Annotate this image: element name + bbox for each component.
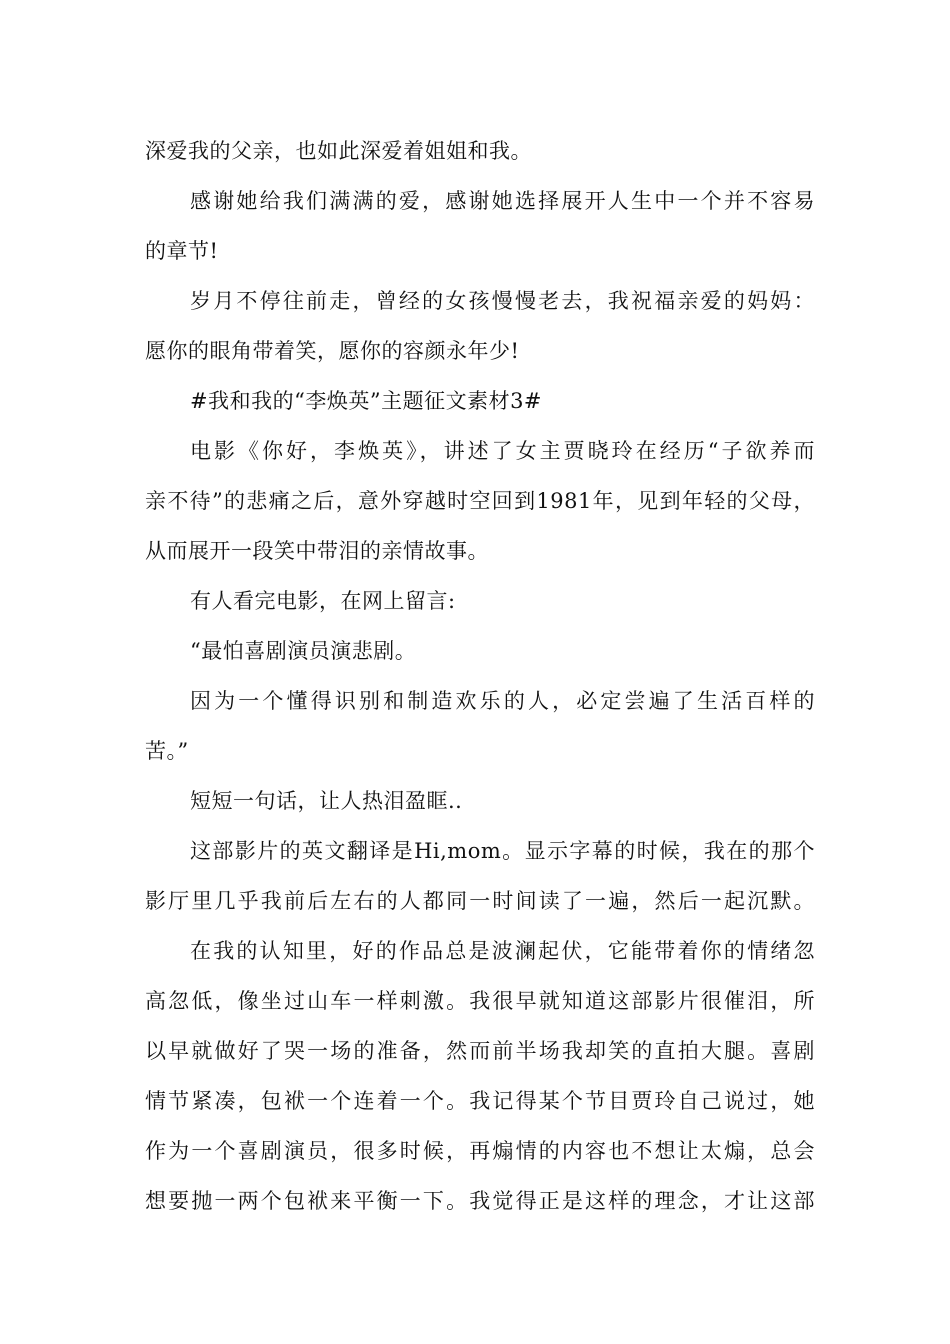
text-line: 作为一个喜剧演员，很多时候，再煽情的内容也不想让太煽，总会 xyxy=(145,1139,815,1163)
text-line: 有人看完电影，在网上留言: xyxy=(190,589,456,613)
quote-line: “最怕喜剧演员演悲剧。 xyxy=(190,639,417,663)
text-line: 以早就做好了哭一场的准备，然而前半场我却笑的直拍大腿。喜剧 xyxy=(145,1039,815,1063)
text-line: 深爱我的父亲，也如此深爱着姐姐和我。 xyxy=(145,139,532,163)
text-line: 岁月不停往前走，曾经的女孩慢慢老去，我祝福亲爱的妈妈： xyxy=(190,289,815,313)
text-line: 的章节! xyxy=(145,239,219,263)
text-line: 影厅里几乎我前后左右的人都同一时间读了一遍，然后一起沉默。 xyxy=(145,889,815,913)
text-line: 感谢她给我们满满的爱，感谢她选择展开人生中一个并不容易 xyxy=(190,189,815,213)
text-line: 这部影片的英文翻译是Hi,mom。显示字幕的时候，我在的那个 xyxy=(190,839,815,863)
text-line: 电影《你好，李焕英》，讲述了女主贾晓玲在经历“子欲养而 xyxy=(190,439,815,463)
text-line: 高忽低，像坐过山车一样刺激。我很早就知道这部影片很催泪，所 xyxy=(145,989,815,1013)
quote-line: 苦。” xyxy=(145,739,189,763)
text-line: 在我的认知里，好的作品总是波澜起伏，它能带着你的情绪忽 xyxy=(190,939,815,963)
text-line: 想要抛一两个包袱来平衡一下。我觉得正是这样的理念，才让这部 xyxy=(145,1189,815,1213)
text-line: 亲不待”的悲痛之后，意外穿越时空回到1981年，见到年轻的父母， xyxy=(145,489,815,513)
quote-line: 因为一个懂得识别和制造欢乐的人，必定尝遍了生活百样的 xyxy=(190,689,815,713)
text-line: 从而展开一段笑中带泪的亲情故事。 xyxy=(145,539,489,563)
text-line: 短短一句话，让人热泪盈眶.. xyxy=(190,789,463,813)
text-line: 愿你的眼角带着笑，愿你的容颜永年少! xyxy=(145,339,520,363)
section-heading: #我和我的“李焕英”主题征文素材3# xyxy=(190,389,543,413)
text-line: 情节紧凑，包袱一个连着一个。我记得某个节目贾玲自己说过，她 xyxy=(145,1089,815,1113)
